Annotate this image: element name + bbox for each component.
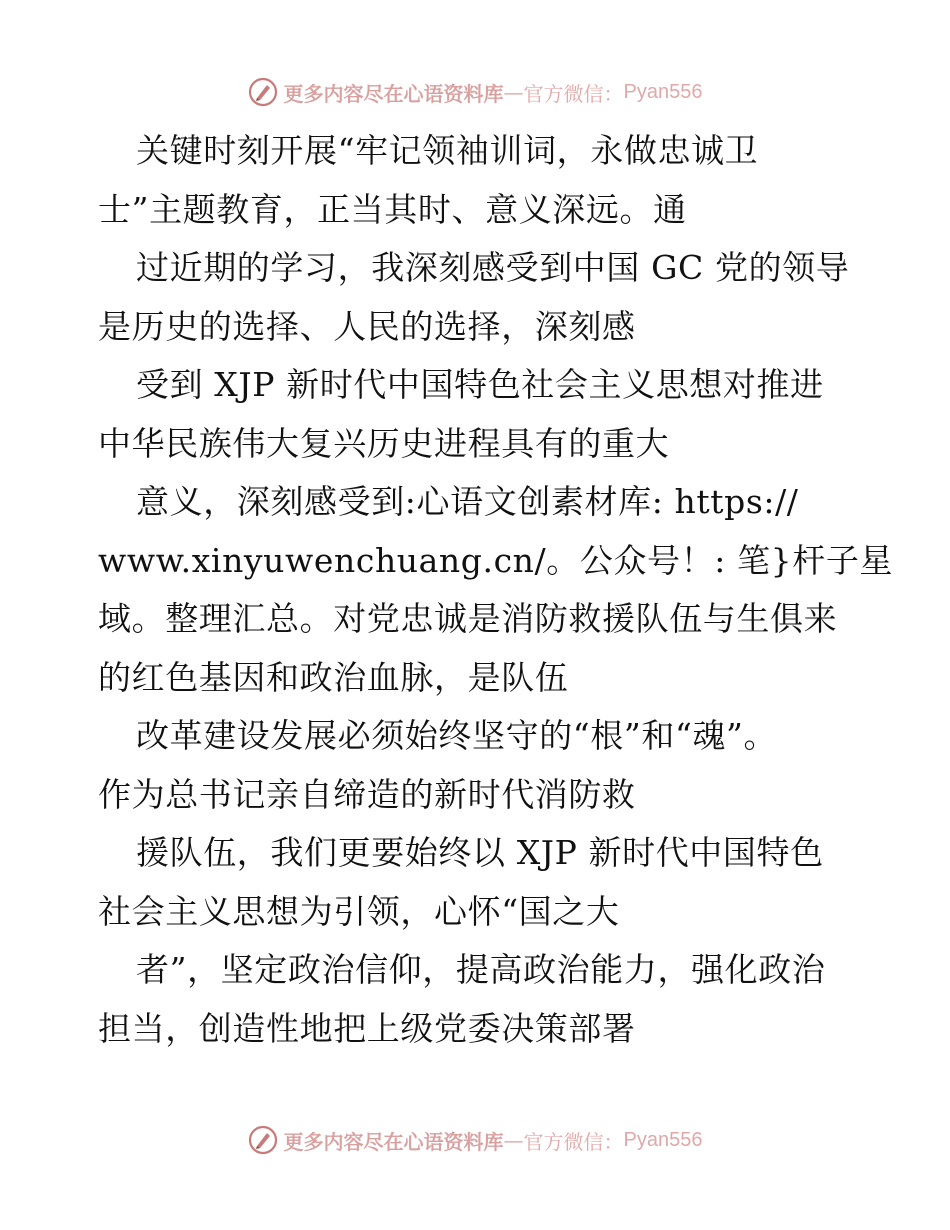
- text-line: 援队伍，我们更要始终以 XJP 新时代中国特色: [136, 833, 824, 872]
- text-line: 担当，创造性地把上级党委决策部署: [98, 1008, 636, 1048]
- watermark-prefix: 更多内容尽在心语资料库: [283, 1129, 504, 1154]
- text-line: 过近期的学习，我深刻感受到中国 GC 党的领导: [136, 248, 850, 287]
- watermark-prefix: 更多内容尽在心语资料库: [283, 81, 504, 106]
- text-line: 者”，坚定政治信仰，提高政治能力，强化政治: [136, 950, 826, 989]
- text-line: 域。整理汇总。对党忠诚是消防救援队伍与生俱来: [98, 599, 838, 638]
- pen-logo-icon: [248, 77, 278, 107]
- watermark-dash: —: [503, 80, 524, 104]
- watermark-suffix: 官方微信：: [523, 81, 624, 106]
- pen-logo-icon: [248, 1125, 278, 1155]
- watermark-suffix: 官方微信：: [523, 1129, 624, 1154]
- watermark-handle: Pyan556: [623, 1128, 703, 1151]
- header-watermark: [0, 72, 950, 112]
- text-line: 作为总书记亲自缔造的新时代消防救: [98, 774, 636, 814]
- text-line: 改革建设发展必须始终坚守的“根”和“魂”。: [136, 716, 778, 755]
- text-line: 意义，深刻感受到:心语文创素材库: https://: [136, 482, 799, 521]
- watermark-handle: Pyan556: [623, 80, 703, 103]
- text-line: 社会主义思想为引领，心怀“国之大: [98, 891, 620, 931]
- text-line: 是历史的选择、人民的选择，深刻感: [98, 306, 636, 346]
- text-line: 中华民族伟大复兴历史进程具有的重大: [98, 423, 670, 463]
- footer-watermark: [0, 1120, 950, 1160]
- text-line: 士”主题教育，正当其时、意义深远。通: [98, 189, 687, 229]
- document-body: [98, 122, 894, 1058]
- text-line: 关键时刻开展“牢记领袖训词，永做忠诚卫: [136, 131, 759, 170]
- text-line: www.xinyuwenchuang.cn/。公众号！: 笔}杆子星: [98, 540, 894, 580]
- text-line: 的红色基因和政治血脉，是队伍: [98, 657, 569, 697]
- watermark-dash: —: [503, 1128, 524, 1152]
- text-line: 受到 XJP 新时代中国特色社会主义思想对推进: [136, 365, 824, 404]
